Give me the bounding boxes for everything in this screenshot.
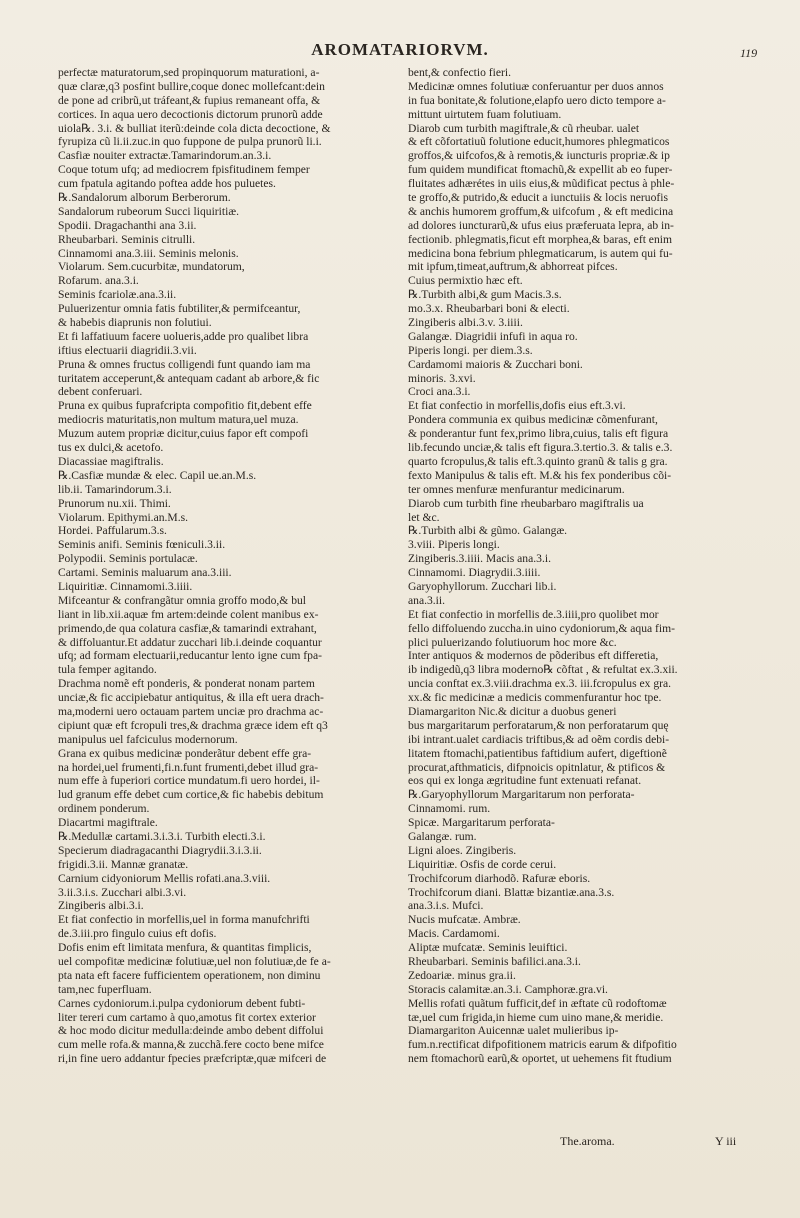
- text-line: ib indigedũ,q3 libra moderno℞ cõftat , & refultat ex.3.xii.: [408, 663, 678, 677]
- text-line: Trochifcorum diarhodõ. Rafuræ eboris.: [408, 871, 591, 885]
- catchword: The.aroma.: [560, 1134, 615, 1148]
- text-line: debent conferuari.: [58, 385, 143, 399]
- text-line: Carnes cydoniorum.i.pulpa cydoniorum debent fubti-: [58, 996, 306, 1010]
- text-line: Dofis enim eft limitata menfura, & quantitas fimplicis,: [58, 941, 312, 955]
- text-line: Cardamomi maioris & Zucchari boni.: [408, 357, 583, 371]
- text-line: pta nata eft facere fufficientem operationem, non diminu: [58, 968, 321, 982]
- text-line: in fua bonitate,& folutione,elapfo uero dicto tempore a-: [408, 93, 666, 107]
- text-line: xx.& fic medicinæ a medicis commenfurantur hoc tpe.: [408, 691, 662, 705]
- text-line: manipulus uel fafciculus modernorum.: [58, 732, 238, 746]
- text-line: & diffoluantur.Et addatur zucchari lib.i.deinde coquantur: [58, 635, 322, 649]
- text-line: lib.fecundo unciæ,& talis eft figura.3.tertio.3. & talis e.3.: [408, 441, 673, 455]
- text-line: minoris. 3.xvi.: [408, 371, 476, 385]
- text-line: Seminis fcariolæ.ana.3.ii.: [58, 288, 177, 302]
- text-line: Et fiat confectio in morfellis,dofis eius eft.3.vi.: [408, 399, 626, 413]
- right-text-column: [408, 66, 748, 1066]
- text-line: Zingiberis albi.3.v. 3.iiii.: [408, 316, 523, 330]
- text-line: Diacartmi magiftrale.: [58, 816, 158, 830]
- text-line: 3.ii.3.i.s. Zucchari albi.3.vi.: [58, 885, 187, 899]
- text-line: tula femper agitando.: [58, 663, 157, 677]
- text-line: Liquiritiæ. Cinnamomi.3.iiii.: [58, 579, 193, 593]
- text-line: Muzum autem propriæ dicitur,cuius fapor eft compofi: [58, 427, 309, 441]
- text-line: ordinem ponderum.: [58, 802, 150, 816]
- text-line: cipiunt quæ eft fcropuli tres,& drachma græce idem eft q3: [58, 718, 328, 732]
- text-line: Et fiat confectio in morfellis de.3.iiii,pro quolibet mor: [408, 607, 659, 621]
- text-line: let &c.: [408, 510, 440, 524]
- text-line: Piperis longi. per diem.3.s.: [408, 343, 533, 357]
- text-line: ℞.Sandalorum alborum Berberorum.: [58, 191, 231, 205]
- text-line: Grana ex quibus medicinæ ponderãtur debent effe gra-: [58, 746, 312, 760]
- text-line: Diamargariton Auicennæ ualet mulieribus ip-: [408, 1024, 619, 1038]
- text-line: Galangæ. rum.: [408, 829, 477, 843]
- text-line: fello diffoluendo zuccha.in uino cydoniorum,& aqua fim-: [408, 621, 676, 635]
- text-line: lib.ii. Tamarindorum.3.i.: [58, 482, 172, 496]
- text-line: Nucis mufcatæ. Ambræ.: [408, 913, 521, 927]
- text-line: Carnium cidyoniorum Mellis rofati.ana.3.viii.: [58, 871, 271, 885]
- text-line: Violarum. Sem.cucurbitæ, mundatorum,: [58, 260, 245, 274]
- text-line: fluitates adhærétes in uiis eius,& mũdificat pectus à phle-: [408, 177, 675, 191]
- text-line: Storacis calamitæ.an.3.i. Camphoræ.gra.vi.: [408, 982, 608, 996]
- text-line: liter tereri cum cartamo à quo,amotus fit cortex exterior: [58, 1010, 316, 1024]
- text-line: Diamargariton Nic.& dicitur a duobus generi: [408, 704, 617, 718]
- text-line: Et fiat confectio in morfellis,uel in forma manufchrifti: [58, 913, 310, 927]
- text-line: Rofarum. ana.3.i.: [58, 274, 139, 288]
- text-line: ufq; ad formam electuarii,reducantur lento igne cum fpa-: [58, 649, 322, 663]
- text-line: & eft cõfortatiuũ folutione educit,humores phlegmaticos: [408, 135, 670, 149]
- text-line: Hordei. Paffularum.3.s.: [58, 524, 167, 538]
- text-line: Cinnamomi ana.3.iii. Seminis melonis.: [58, 246, 239, 260]
- text-line: Drachma nomẽ eft ponderis, & ponderat nonam partem: [58, 677, 315, 691]
- text-line: 3.viii. Piperis longi.: [408, 538, 500, 552]
- text-line: plici puluerizando folutiuorum hoc more &c.: [408, 635, 617, 649]
- text-line: procurat,afthmaticis, difpnoicis opitnlatur, & ptificos &: [408, 760, 666, 774]
- text-line: uncia conftat ex.3.viii.drachma ex.3. iii.fcropulus ex gra.: [408, 677, 672, 691]
- text-line: Specierum diadragacanthi Diagrydii.3.i.3.ii.: [58, 843, 262, 857]
- text-line: Violarum. Epithymi.an.M.s.: [58, 510, 189, 524]
- text-line: mittunt uirtutem fuam folutiuam.: [408, 107, 562, 121]
- text-line: primendo,de qua colatura casfiæ,& tamarindi extrahant,: [58, 621, 317, 635]
- text-line: Cinnamomi. Diagrydii.3.iiii.: [408, 566, 541, 580]
- text-line: perfectæ maturatorum,sed propinquorum maturationi, a-: [58, 66, 320, 79]
- text-line: Rheubarbari. Seminis citrulli.: [58, 232, 196, 246]
- text-line: fexto Manipulus & talis eft. M.& his fex ponderibus cõi-: [408, 468, 672, 482]
- text-line: Trochifcorum diani. Blattæ bizantiæ.ana.3.s.: [408, 885, 615, 899]
- text-line: Zingiberis albi.3.i.: [58, 899, 144, 913]
- text-line: Ligni aloes. Zingiberis.: [408, 843, 517, 857]
- left-text-column: [58, 66, 398, 1066]
- text-line: ℞.Turbith albi & gũmo. Galangæ.: [408, 524, 568, 538]
- text-line: fum quidem mundificat ftomachũ,& expellit ab eo fuper-: [408, 163, 673, 177]
- text-line: ana.3.i.s. Mufci.: [408, 899, 484, 913]
- text-line: Zingiberis.3.iiii. Macis ana.3.i.: [408, 552, 551, 566]
- text-line: Polypodii. Seminis portulacæ.: [58, 552, 198, 566]
- text-line: ℞.Casfiæ mundæ & elec. Capil ue.an.M.s.: [58, 468, 257, 482]
- text-line: nem ftomachorũ earũ,& oportet, ut uehemens fit ftudium: [408, 1052, 672, 1066]
- text-line: Croci ana.3.i.: [408, 385, 471, 399]
- text-line: bus margaritarum perforatarum,& non perforatarum quę: [408, 718, 669, 732]
- text-line: Pondera communia ex quibus medicinæ cõmenfurant,: [408, 413, 658, 427]
- text-line: turitatem acceperunt,& antequam cadant ab arbore,& fic: [58, 371, 320, 385]
- text-line: litatem ftomachi,patientibus faftidium aufert, digeftionẽ: [408, 746, 667, 760]
- text-line: Cinnamomi. rum.: [408, 802, 491, 816]
- text-line: tæ,uel cum frigida,in hieme cum uino mane,& meridie.: [408, 1010, 664, 1024]
- text-line: Macis. Cardamomi.: [408, 927, 500, 941]
- text-line: iftius electuarii diagridii.3.vii.: [58, 343, 197, 357]
- text-line: Liquiritiæ. Osfis de corde cerui.: [408, 857, 557, 871]
- running-title: AROMATARIORVM.: [311, 40, 489, 59]
- text-line: ad dolores iuncturarũ,& ufus eius præferuata lepra, ab in-: [408, 218, 674, 232]
- text-line: Rheubarbari. Seminis bafilici.ana.3.i.: [408, 955, 581, 968]
- text-line: uel compofitæ medicinæ folutiuæ,uel non folutiuæ,de fe a-: [58, 955, 331, 968]
- text-line: uiola℞. 3.i. & bulliat iterũ:deinde cola dicta decoctione, &: [58, 121, 331, 135]
- text-line: mo.3.x. Rheubarbari boni & electi.: [408, 302, 570, 316]
- text-line: liant in lib.xii.aquæ fm artem:deinde colent manibus ex-: [58, 607, 319, 621]
- text-line: Garyophyllorum. Zucchari lib.i.: [408, 579, 557, 593]
- text-line: lud granum effe debet cum cortice,& fic habebis debitum: [58, 788, 324, 802]
- text-line: Mifceantur & confrangãtur omnia groffo modo,& bul: [58, 593, 307, 607]
- text-line: tus ex dulci,& acetofo.: [58, 441, 164, 455]
- text-line: groffos,& uifcofos,& à remotis,& iuncturis propriæ.& ip: [408, 149, 670, 163]
- text-line: cum melle rofa.& manna,& zucchã.fere cocto bene mifce: [58, 1038, 324, 1052]
- text-line: mit ipfum,timeat,auftrum,& abhorreat pifces.: [408, 260, 618, 274]
- text-line: Diarob cum turbith magiftrale,& cũ rheubar. ualet: [408, 121, 640, 135]
- text-line: ℞.Medullæ cartami.3.i.3.i. Turbith electi.3.i.: [58, 829, 266, 843]
- text-line: Spicæ. Margaritarum perforata-: [408, 816, 555, 830]
- signature-mark: Y iii: [715, 1134, 737, 1148]
- text-line: Medicinæ omnes folutiuæ conferuantur per duos annos: [408, 79, 664, 93]
- text-line: ana.3.ii.: [408, 593, 446, 607]
- text-line: frigidi.3.ii. Mannæ granatæ.: [58, 857, 189, 871]
- text-line: cum fpatula agitando poftea adde hos puluetes.: [58, 177, 276, 191]
- text-line: num effe à fuperiori cortice mundatum.fi uero hordei, il-: [58, 774, 320, 788]
- text-line: ℞.Turbith albi,& gum Macis.3.s.: [408, 288, 562, 302]
- text-line: Spodii. Dragachanthi ana 3.ii.: [58, 218, 197, 232]
- text-line: quarto fcropulus,& talis eft.3.quinto granũ & talis g gra.: [408, 454, 668, 468]
- text-line: te groffo,& putrido,& educit a iunctuiis & locis neruofis: [408, 191, 668, 205]
- text-line: cortices. In aqua uero decoctionis dictorum prunorũ adde: [58, 107, 323, 121]
- text-line: mediocris maturitatis,non multum matura,uel muza.: [58, 413, 299, 427]
- text-line: ter omnes menfuræ menfurantur medicinarum.: [408, 482, 625, 496]
- text-line: Et fi laffatiuum facere uolueris,adde pro qualibet libra: [58, 329, 309, 343]
- text-line: Cartami. Seminis maluarum ana.3.iii.: [58, 566, 232, 580]
- text-line: & habebis diaprunis non folutiui.: [58, 316, 212, 330]
- text-line: Pruna & omnes fructus colligendi funt quando iam ma: [58, 357, 311, 371]
- text-line: Galangæ. Diagridii infufi in aqua ro.: [408, 329, 578, 343]
- text-line: Puluerizentur omnia fatis fubtiliter,& permifceantur,: [58, 302, 301, 316]
- text-line: ri,in fine uero addantur fpecies præfcriptæ,quæ mifceri de: [58, 1052, 327, 1066]
- text-line: Pruna ex quibus fuprafcripta compofitio fit,debent effe: [58, 399, 312, 413]
- text-line: ma,moderni uero octauam partem unciæ pro drachma ac-: [58, 704, 324, 718]
- text-line: Mellis rofati quãtum fufficit,def in æftate cũ rodoftomæ: [408, 996, 667, 1010]
- text-line: Cuius permixtio hæc eft.: [408, 274, 523, 288]
- text-line: & ponderantur funt fex,primo libra,cuius, talis eft figura: [408, 427, 669, 441]
- page-number: 119: [740, 46, 758, 60]
- text-line: Zedoariæ. minus gra.ii.: [408, 968, 516, 982]
- text-line: medicina bona febrium phlegmaticarum, is autem qui fu-: [408, 246, 673, 260]
- text-line: Sandalorum rubeorum Succi liquiritiæ.: [58, 204, 239, 218]
- text-line: ℞.Garyophyllorum Margaritarum non perforata-: [408, 788, 635, 802]
- text-line: fyrupiza cũ li.ii.zuc.in quo fuppone de pulpa prunorũ li.i.: [58, 135, 322, 149]
- text-line: Casfiæ nouiter extractæ.Tamarindorum.an.3.i.: [58, 149, 272, 163]
- text-line: Prunorum nu.xii. Thimi.: [58, 496, 171, 510]
- text-line: Diacassiae magiftralis.: [58, 454, 164, 468]
- text-line: bent,& confectio fieri.: [408, 66, 512, 79]
- text-line: tam,nec fuperfluam.: [58, 982, 152, 996]
- text-line: de pone ad cribrũ,ut tráfeant,& fupius remaneant offa, &: [58, 93, 321, 107]
- text-line: Aliptæ mufcatæ. Seminis leuiftici.: [408, 941, 568, 955]
- text-line: na hordei,uel frumenti,fi.n.funt frumenti,debet illud gra-: [58, 760, 319, 774]
- text-line: & anchis humorem groffum,& uifcofum , & eft medicina: [408, 204, 674, 218]
- text-line: quæ claræ,q3 posfint bullire,coque donec mollefcant:dein: [58, 79, 325, 93]
- text-line: Coque totum ufq; ad mediocrem fpisfitudinem femper: [58, 163, 310, 177]
- text-line: Inter antiquos & modernos de põderibus eft differetia,: [408, 649, 659, 663]
- text-line: ibi intrant.ualet cardiacis triftibus,& ad oẽm cordis debi-: [408, 732, 670, 746]
- text-line: de.3.iii.pro fingulo cuius eft dofis.: [58, 927, 217, 941]
- text-line: fectionib. phlegmatis,ficut eft morphea,& baras, eft enim: [408, 232, 672, 246]
- text-line: unciæ,& fic accipiebatur antiquitus, & illa eft uera drach-: [58, 691, 324, 705]
- text-line: Diarob cum turbith fine rheubarbaro magiftralis ua: [408, 496, 644, 510]
- text-line: Seminis anifi. Seminis fœniculi.3.ii.: [58, 538, 226, 552]
- text-line: fum.n.rectificat difpofitionem matricis earum & difpofitio: [408, 1038, 677, 1052]
- text-line: & hoc modo dicitur medulla:deinde ambo debent diffolui: [58, 1024, 324, 1038]
- text-line: eos qui ex longa ægritudine funt extenuati refanat.: [408, 774, 642, 788]
